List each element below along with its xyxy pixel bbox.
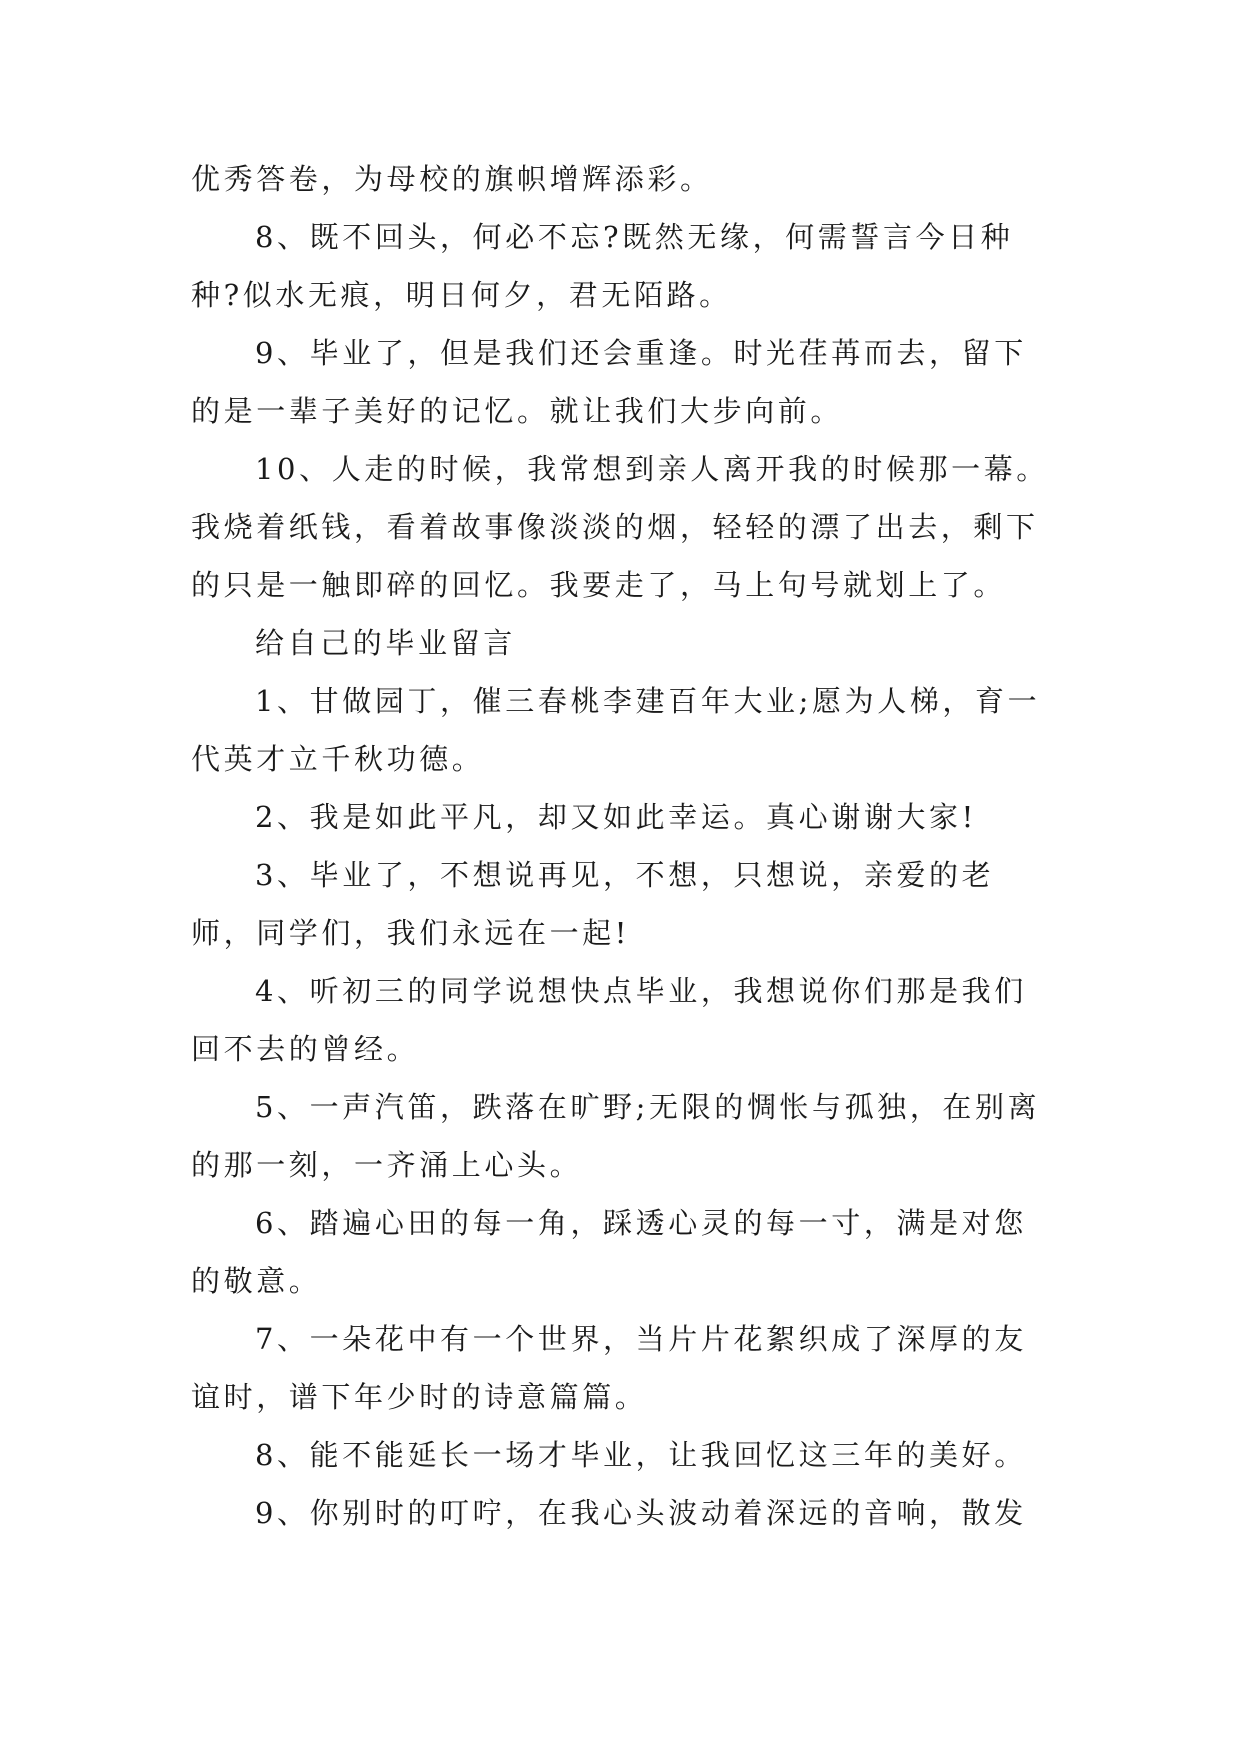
paragraph-5: 1、甘做园丁，催三春桃李建百年大业;愿为人梯，育一代英才立千秋功德。: [191, 684, 1041, 776]
paragraph-13: 9、你别时的叮咛，在我心头波动着深远的音响，散发: [255, 1496, 1027, 1530]
paragraph-1: 8、既不回头，何必不忘?既然无缘，何需誓言今日种种?似水无痕，明日何夕，君无陌路。: [191, 220, 1014, 312]
paragraph-10: 6、踏遍心田的每一角，踩透心灵的每一寸，满是对您的敬意。: [191, 1206, 1027, 1298]
paragraph-2: 9、毕业了，但是我们还会重逢。时光荏苒而去，留下的是一辈子美好的记忆。就让我们大步向前。: [191, 336, 1027, 428]
paragraph-11: 7、一朵花中有一个世界，当片片花絮织成了深厚的友谊时，谱下年少时的诗意篇篇。: [191, 1322, 1027, 1414]
paragraph-8: 4、听初三的同学说想快点毕业，我想说你们那是我们回不去的曾经。: [191, 974, 1027, 1066]
paragraph-7: 3、毕业了，不想说再见，不想，只想说，亲爱的老师，同学们，我们永远在一起!: [191, 858, 995, 950]
paragraph-9: 5、一声汽笛，跌落在旷野;无限的惆怅与孤独，在别离的那一刻，一齐涌上心头。: [191, 1090, 1041, 1182]
paragraph-3: 10、人走的时候，我常想到亲人离开我的时候那一幕。我烧着纸钱，看着故事像淡淡的烟，轻轻的漂了出去，剩下的只是一触即碎的回忆。我要走了，马上句号就划上了。: [191, 452, 1049, 602]
paragraph-12: 8、能不能延长一场才毕业，让我回忆这三年的美好。: [255, 1438, 1027, 1472]
section-heading: 给自己的毕业留言: [255, 626, 516, 660]
paragraph-0: 优秀答卷，为母校的旗帜增辉添彩。: [191, 162, 713, 196]
document-body: [191, 150, 1051, 1542]
paragraph-6: 2、我是如此平凡，却又如此幸运。真心谢谢大家!: [255, 800, 977, 834]
